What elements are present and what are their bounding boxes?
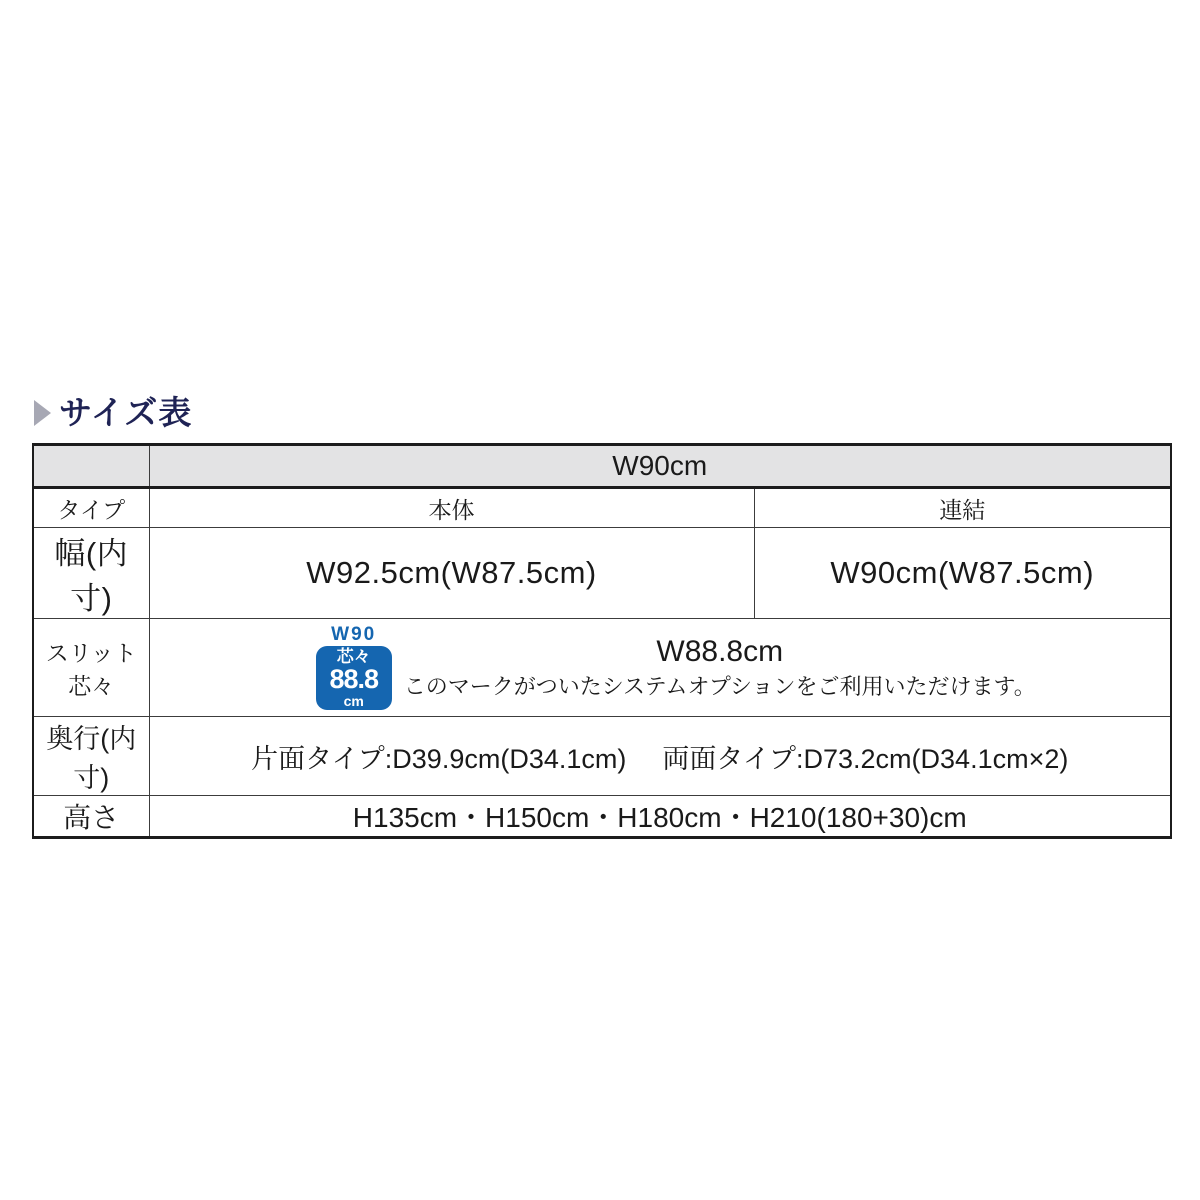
row-slit-value-cell xyxy=(149,619,1171,717)
slit-text-block xyxy=(404,635,1036,700)
badge-kanji: 芯々 xyxy=(336,647,371,666)
row-slit xyxy=(33,619,1171,717)
depth-double-value: 両面タイプ:D73.2cm(D34.1cm×2) xyxy=(662,743,1069,774)
row-type xyxy=(33,488,1171,528)
triangle-marker-icon xyxy=(34,400,51,426)
slit-note: このマークがついたシステムオプションをご利用いただけます。 xyxy=(403,673,1036,699)
header-group-cell: W90cm xyxy=(149,445,1171,488)
row-width-joint: W90cm(W87.5cm) xyxy=(754,528,1171,619)
badge-number: 88.8 xyxy=(329,664,378,694)
row-height-value-cell: H135cm・H150cm・H180cm・H210(180+30)cm xyxy=(149,796,1171,838)
badge-box xyxy=(316,646,392,710)
row-height xyxy=(33,796,1171,838)
row-depth xyxy=(33,717,1171,796)
row-height-label: 高さ xyxy=(33,796,149,838)
row-width xyxy=(33,528,1171,619)
row-width-main: W92.5cm(W87.5cm) xyxy=(149,528,754,619)
page-title: サイズ表 xyxy=(59,394,193,431)
size-spec-table xyxy=(32,443,1172,839)
row-type-label: タイプ xyxy=(33,488,149,528)
row-type-joint: 連結 xyxy=(754,488,1171,528)
badge-unit: cm xyxy=(343,693,364,709)
size-section xyxy=(32,396,1170,839)
row-depth-label: 奥行(内寸) xyxy=(33,717,149,796)
header-empty-cell xyxy=(33,445,149,488)
row-width-label: 幅(内寸) xyxy=(33,528,149,619)
w90-slit-badge-icon xyxy=(314,625,394,710)
row-slit-label: スリット芯々 xyxy=(33,619,149,717)
row-depth-value-cell xyxy=(149,717,1171,796)
badge-w90-text: W90 xyxy=(331,624,377,645)
table-header-row xyxy=(33,445,1171,488)
slit-value: W88.8cm xyxy=(656,634,784,668)
section-title xyxy=(34,396,1170,429)
row-type-main: 本体 xyxy=(149,488,754,528)
slit-content xyxy=(186,625,1165,710)
depth-single-value: 片面タイプ:D39.9cm(D34.1cm) xyxy=(251,743,627,774)
